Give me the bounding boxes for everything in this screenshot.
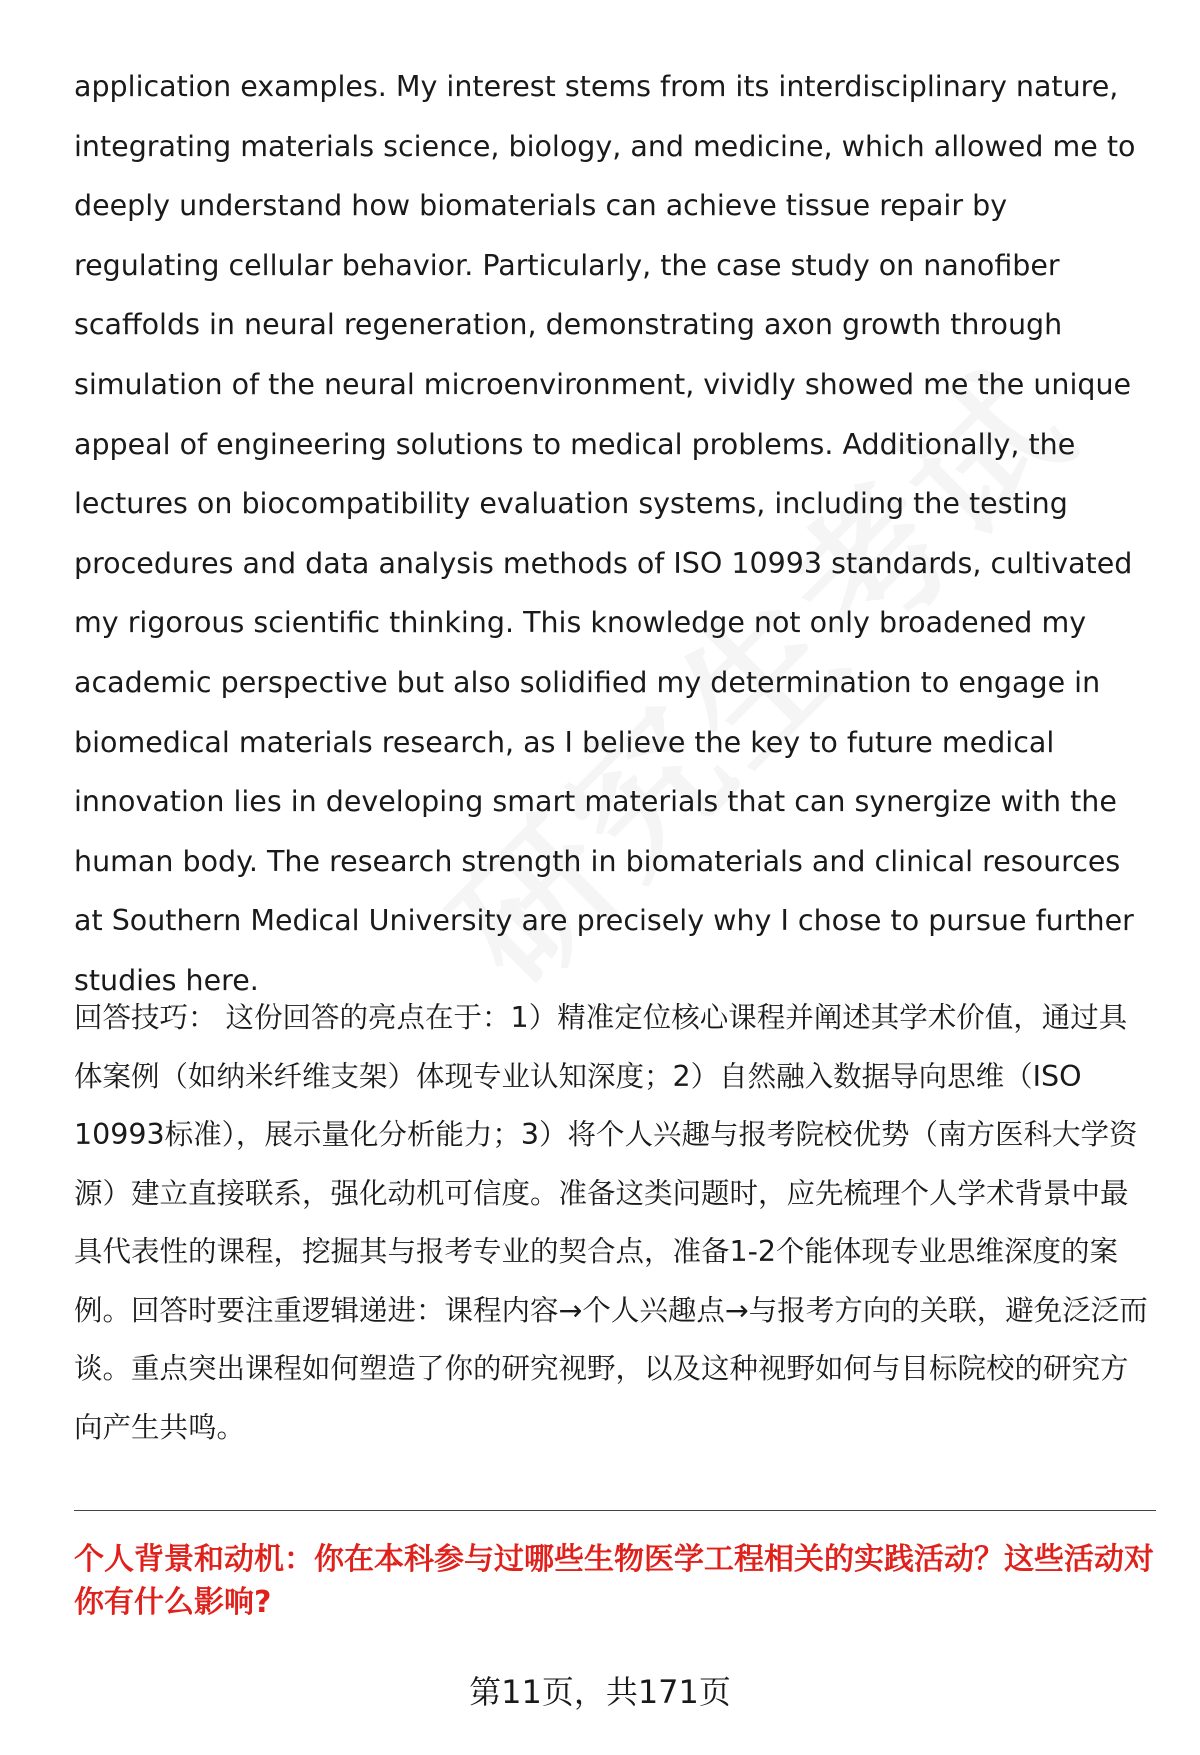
interview-question: 个人背景和动机：你在本科参与过哪些生物医学工程相关的实践活动？这些活动对你有什么影响? (74, 1542, 1154, 1620)
answer-paragraph: application examples. My interest stems from its interdisciplinary nature, integrating materials science, biology, and medicine, which allowed me to deeply understand how biomaterials can achieve tissue repair by regulating cellular behavior. Particularly, the case study on nanofiber scaffolds in neural regeneration, demonstrating axon growth through simulation of the neural microenvironment, vividly showed me the unique appeal of engineering solutions to medical problems. Additionally, the lectures on biocompatibility evaluation systems, including the testing procedures and data analysis methods of ISO 10993 standards, cultivated my rigorous scientific thinking. This knowledge not only broadened my academic perspective but also solidified my determination to engage in biomedical materials research, as I believe the key to future medical innovation lies in developing smart materials that can synergize with the human body. The research strength in biomaterials and clinical resources at Southern Medical University are precisely why I chose to pursue further studies here. (74, 70, 1136, 997)
page-number: 第11页，共171页 (469, 1673, 731, 1711)
answer-tip: 回答技巧： 这份回答的亮点在于：1）精准定位核心课程并阐述其学术价值，通过具体案例（如纳米纤维支架）体现专业认知深度；2）自然融入数据导向思维（ISO 10993标准），展示量化分析能力；3）将个人兴趣与报考院校优势（南方医科大学资源）建立直接联系，强化动机可信度。准备这类问题时，应先梳理个人学术背景中最具代表性的课程，挖掘其与报考专业的契合点，准备1-2个能体现专业思维深度的案例。回答时要注重逻辑递进：课程内容→个人兴趣点→与报考方向的关联，避免泛泛而谈。重点突出课程如何塑造了你的研究视野，以及这种视野如何与目标院校的研究方向产生共鸣。 (74, 1001, 1148, 1444)
section-divider (74, 1510, 1156, 1511)
